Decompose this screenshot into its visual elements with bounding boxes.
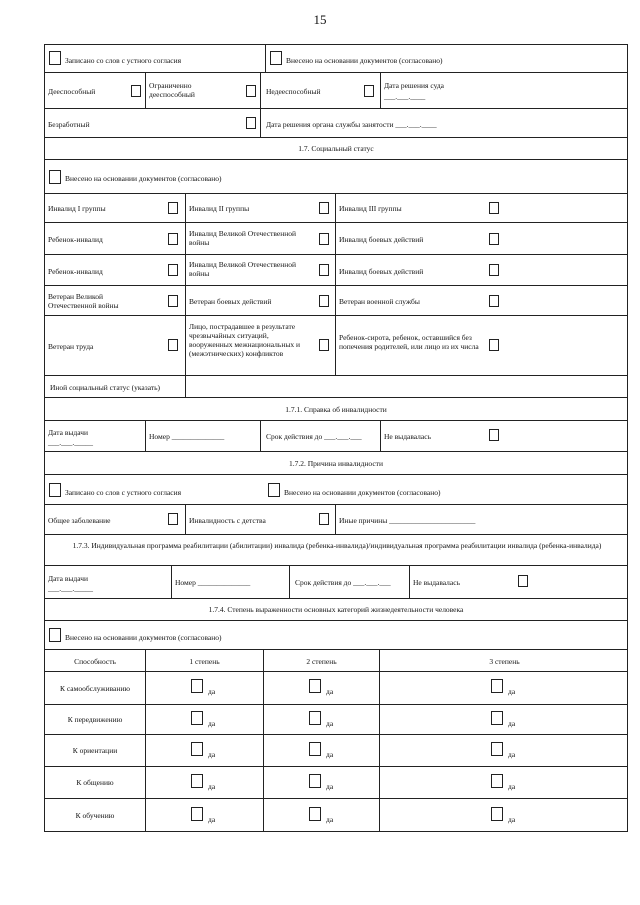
yes-label: да (208, 687, 216, 696)
degree-3-checkbox[interactable] (491, 774, 503, 788)
s171-not-issued-checkbox[interactable] (489, 429, 499, 441)
ability-label: К общению (76, 778, 114, 787)
s173-date-blank[interactable]: ___.___._____ (48, 584, 93, 593)
incapable-label: Недееспособный (266, 87, 321, 96)
child-inv-label: Ребенок-инвалид (48, 235, 103, 244)
ability-label: К ориентации (72, 746, 118, 755)
yes-label: да (326, 750, 334, 759)
yes-label: да (508, 719, 516, 728)
inv3-checkbox[interactable] (489, 202, 499, 214)
s171-validity: Срок действия до ___.___.___ (266, 432, 362, 441)
s171-date-blank[interactable]: ___.___._____ (48, 438, 93, 447)
other-status-row (44, 375, 628, 397)
yes-label: да (208, 782, 216, 791)
s173-number: Номер ______________ (175, 578, 251, 587)
degree-header-row (44, 649, 628, 671)
degree-row-movement (44, 704, 628, 734)
degree-3-checkbox[interactable] (491, 711, 503, 725)
oral-consent-label: Записано со слов с устного согласия (65, 56, 182, 65)
degree-row-orientation (44, 734, 628, 766)
s173-not-issued-checkbox[interactable] (518, 575, 528, 587)
yes-label: да (326, 782, 334, 791)
s17-docs-checkbox[interactable] (49, 170, 61, 184)
status-row-1 (44, 193, 628, 222)
yes-label: да (508, 782, 516, 791)
degree-1-checkbox[interactable] (191, 742, 203, 756)
orphan-label: Ребенок-сирота, ребенок, оставшийся без попечения родителей, или лицо из их числа (339, 333, 479, 351)
s173-date-label: Дата выдачи (48, 574, 89, 583)
section-1-7-2-header (44, 451, 628, 474)
capacity-row (44, 72, 628, 108)
section-1-7-1-title: 1.7.1. Справка об инвалидности (285, 405, 387, 414)
inv-combat-label: Инвалид боевых действий (339, 235, 424, 244)
section-1-7-4-title: 1.7.4. Степень выраженности основных категорий жизнедеятельности человека (208, 605, 464, 614)
inv-combat-checkbox[interactable] (489, 233, 499, 245)
s172-docs-checkbox[interactable] (268, 483, 280, 497)
section-1-7-3-title: 1.7.3. Индивидуальная программа реабилитации (абилитации) инвалида (ребенка-инвалида)/индивидуальная программа реабилитации инвалида (ребенка-инвалида) (72, 541, 602, 550)
inv-ww2-label: Инвалид Великой Отечественной войны (189, 229, 297, 247)
limited-label: Ограниченно дееспособный (149, 81, 195, 99)
s172-oral-label: Записано со слов с устного согласия (65, 488, 182, 497)
incapable-checkbox[interactable] (364, 85, 374, 97)
child-inv-checkbox[interactable] (168, 233, 178, 245)
degree-2-checkbox[interactable] (309, 711, 321, 725)
inv-ww2-2-checkbox[interactable] (319, 264, 329, 276)
vet-combat-label: Ветеран боевых действий (189, 297, 272, 306)
yes-label: да (326, 719, 334, 728)
s173-validity: Срок действия до ___.___.___ (295, 578, 391, 587)
status-row-4 (44, 285, 628, 315)
yes-label: да (208, 815, 216, 824)
section-1-7-2-title: 1.7.2. Причина инвалидности (289, 459, 383, 468)
inv1-checkbox[interactable] (168, 202, 178, 214)
s173-not-issued-label: Не выдавалась (413, 578, 461, 587)
other-status-label: Иной социальный статус (указать) (50, 383, 161, 392)
vet-military-label: Ветеран военной службы (339, 297, 420, 306)
yes-label: да (508, 815, 516, 824)
oral-consent-checkbox[interactable] (49, 51, 61, 65)
section-1-7-1-header (44, 397, 628, 420)
s17-docs-label: Внесено на основании документов (согласовано) (65, 174, 222, 183)
vet-military-checkbox[interactable] (489, 295, 499, 307)
s171-number: Номер ______________ (149, 432, 225, 441)
col-degree-2: 2 степень (306, 657, 337, 666)
rehab-program-row (44, 565, 628, 598)
ability-label: К самообслуживанию (59, 684, 130, 693)
docs-consent-label: Внесено на основании документов (согласовано) (286, 56, 443, 65)
col-degree-1: 1 степень (189, 657, 220, 666)
degree-row-learning (44, 798, 628, 832)
employment-row (44, 108, 628, 137)
degree-2-checkbox[interactable] (309, 679, 321, 693)
docs-consent-checkbox[interactable] (270, 51, 282, 65)
section-1-7-title: 1.7. Социальный статус (298, 144, 374, 153)
disability-cert-row (44, 420, 628, 451)
inv-ww2-checkbox[interactable] (319, 233, 329, 245)
unemployed-label: Безработный (48, 120, 90, 129)
degree-1-checkbox[interactable] (191, 807, 203, 821)
unemployed-checkbox[interactable] (246, 117, 256, 129)
court-date-label: Дата решения суда (384, 81, 445, 90)
section-1-7-docs-row (44, 159, 628, 193)
col-ability: Способность (74, 657, 116, 666)
employment-date-label: Дата решения органа службы занятости ___.___.____ (266, 120, 437, 129)
vet-ww2-checkbox[interactable] (168, 295, 178, 307)
vet-ww2-label: Ветеран Великой Отечественной войны (48, 292, 119, 310)
s174-docs-checkbox[interactable] (49, 628, 61, 642)
yes-label: да (508, 687, 516, 696)
limited-checkbox[interactable] (246, 85, 256, 97)
degree-1-checkbox[interactable] (191, 774, 203, 788)
victim-label: Лицо, пострадавшее в результате чрезвычайных ситуаций, вооруженных межнациональных и (межэтнических) конфликтов (189, 322, 301, 358)
inv3-label: Инвалид III группы (339, 204, 402, 213)
cause-row (44, 504, 628, 534)
s174-docs-row (44, 620, 628, 649)
status-row-3 (44, 254, 628, 285)
vet-labor-label: Ветеран труда (48, 342, 94, 351)
degree-row-communication (44, 766, 628, 798)
section-1-7-header (44, 137, 628, 159)
orphan-checkbox[interactable] (489, 339, 499, 351)
degree-1-checkbox[interactable] (191, 679, 203, 693)
vet-labor-checkbox[interactable] (168, 339, 178, 351)
s172-consent-row (44, 474, 628, 504)
page-number: 15 (313, 12, 327, 27)
section-1-7-3-header (44, 534, 628, 565)
yes-label: да (508, 750, 516, 759)
s172-oral-checkbox[interactable] (49, 483, 61, 497)
col-degree-3: 3 степень (489, 657, 520, 666)
general-label: Общее заболевание (48, 516, 111, 525)
degree-3-checkbox[interactable] (491, 742, 503, 756)
consent-row (44, 44, 628, 72)
childhood-checkbox[interactable] (319, 513, 329, 525)
degree-2-checkbox[interactable] (309, 742, 321, 756)
capable-label: Дееспособный (48, 87, 96, 96)
status-row-5 (44, 315, 628, 375)
ability-label: К передвижению (67, 715, 123, 724)
childhood-label: Инвалидность с детства (189, 516, 266, 525)
yes-label: да (326, 687, 334, 696)
inv-ww2-2-label: Инвалид Великой Отечественной войны (189, 260, 297, 278)
other-causes: Иные причины _______________________ (339, 516, 476, 525)
child-inv2-checkbox[interactable] (168, 264, 178, 276)
yes-label: да (326, 815, 334, 824)
inv-combat2-label: Инвалид боевых действий (339, 267, 424, 276)
inv1-label: Инвалид I группы (48, 204, 106, 213)
yes-label: да (208, 750, 216, 759)
degree-3-checkbox[interactable] (491, 807, 503, 821)
s171-not-issued-label: Не выдавалась (384, 432, 432, 441)
s171-date-label: Дата выдачи (48, 428, 89, 437)
yes-label: да (208, 719, 216, 728)
section-1-7-4-header (44, 598, 628, 620)
vet-combat-checkbox[interactable] (319, 295, 329, 307)
ability-label: К обучению (75, 811, 115, 820)
general-checkbox[interactable] (168, 513, 178, 525)
capable-checkbox[interactable] (131, 85, 141, 97)
degree-2-checkbox[interactable] (309, 807, 321, 821)
child-inv2-label: Ребенок-инвалид (48, 267, 103, 276)
inv2-checkbox[interactable] (319, 202, 329, 214)
status-row-2 (44, 222, 628, 254)
degree-3-checkbox[interactable] (491, 679, 503, 693)
degree-1-checkbox[interactable] (191, 711, 203, 725)
inv2-label: Инвалид II группы (189, 204, 250, 213)
degree-2-checkbox[interactable] (309, 774, 321, 788)
s174-docs-label: Внесено на основании документов (согласовано) (65, 633, 222, 642)
court-date-blank[interactable]: ___.___.____ (384, 92, 426, 101)
inv-combat2-checkbox[interactable] (489, 264, 499, 276)
s172-docs-label: Внесено на основании документов (согласовано) (284, 488, 441, 497)
victim-checkbox[interactable] (319, 339, 329, 351)
degree-row-self-care (44, 671, 628, 704)
other-status-input[interactable] (185, 376, 629, 397)
